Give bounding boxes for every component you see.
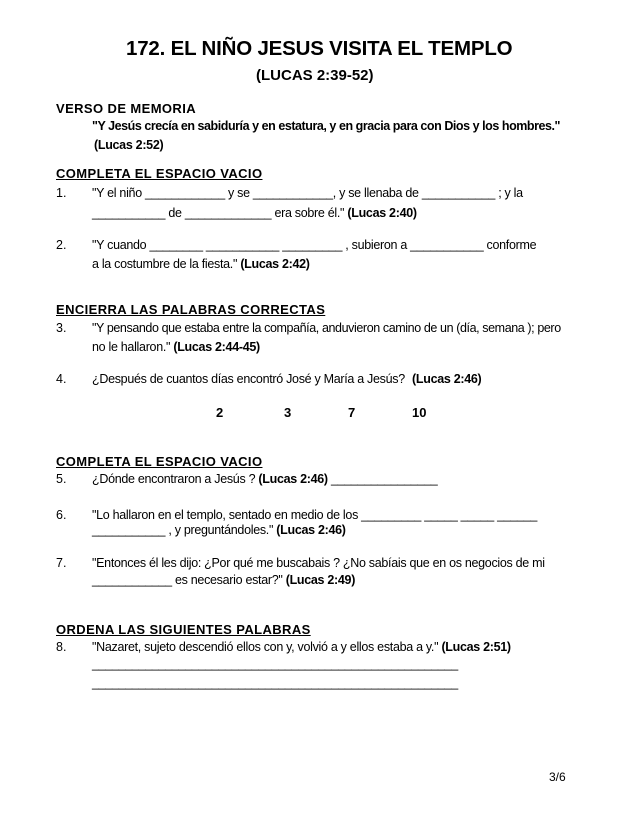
question-4-text: ¿Después de cuantos días encontró José y María a Jesús? bbox=[92, 372, 405, 386]
question-5-line bbox=[92, 472, 437, 486]
section-heading-complete-1: COMPLETA EL ESPACIO VACIO bbox=[56, 166, 263, 181]
question-5-reference: (Lucas 2:46) bbox=[258, 472, 328, 486]
answer-option-3[interactable]: 3 bbox=[284, 405, 292, 420]
answer-option-2[interactable]: 2 bbox=[216, 405, 224, 420]
answer-option-7[interactable]: 7 bbox=[348, 405, 356, 420]
question-1-line-1: "Y el niño ____________ y se ____________, y se llenaba de ___________ ; y la bbox=[92, 186, 523, 200]
question-6-reference: (Lucas 2:46) bbox=[276, 523, 346, 537]
question-3-line-2 bbox=[92, 340, 260, 354]
question-6-line-2-text: ___________ , y preguntándoles." bbox=[92, 523, 274, 537]
section-heading-complete-2: COMPLETA EL ESPACIO VACIO bbox=[56, 454, 263, 469]
question-8-line bbox=[92, 640, 511, 654]
question-8-text: "Nazaret, sujeto descendió ellos con y, volvió a y ellos estaba a y." bbox=[92, 640, 439, 654]
page-title: 172. EL NIÑO JESUS VISITA EL TEMPLO bbox=[126, 37, 513, 60]
question-7-line-2-text: ____________ es necesario estar?" bbox=[92, 573, 283, 587]
question-number: 1. bbox=[56, 186, 67, 200]
question-2-line-2 bbox=[92, 257, 310, 271]
question-3-line-1: "Y pensando que estaba entre la compañía, anduvieron camino de un (día, semana ); pero bbox=[92, 321, 561, 335]
question-7-line-2 bbox=[92, 573, 355, 587]
page-subtitle: (LUCAS 2:39-52) bbox=[256, 67, 374, 84]
question-number: 2. bbox=[56, 238, 67, 252]
question-3-reference: (Lucas 2:44-45) bbox=[173, 340, 260, 354]
memory-verse-reference: (Lucas 2:52) bbox=[94, 138, 164, 152]
question-number: 7. bbox=[56, 556, 67, 570]
question-number: 5. bbox=[56, 472, 67, 486]
question-number: 8. bbox=[56, 640, 67, 654]
answer-line-2[interactable]: _______________________________________________________ bbox=[92, 676, 458, 690]
answer-option-10[interactable]: 10 bbox=[412, 405, 427, 420]
section-heading-circle: ENCIERRA LAS PALABRAS CORRECTAS bbox=[56, 302, 326, 317]
question-3-line-2-text: no le hallaron." bbox=[92, 340, 171, 354]
question-7-reference: (Lucas 2:49) bbox=[285, 573, 356, 587]
question-1-reference: (Lucas 2:40) bbox=[347, 206, 417, 220]
question-5-blank[interactable]: ________________ bbox=[330, 472, 438, 486]
question-5-text: ¿Dónde encontraron a Jesús ? bbox=[92, 472, 256, 486]
page-number: 3/6 bbox=[549, 770, 566, 784]
question-4-line bbox=[92, 372, 481, 386]
section-heading-order: ORDENA LAS SIGUIENTES PALABRAS bbox=[56, 622, 311, 637]
question-number: 4. bbox=[56, 372, 67, 386]
memory-verse-text: "Y Jesús crecía en sabiduría y en estatura, y en gracia para con Dios y los hombres." bbox=[92, 119, 561, 133]
question-number: 6. bbox=[56, 508, 67, 522]
question-8-reference: (Lucas 2:51) bbox=[441, 640, 511, 654]
memory-verse-heading: VERSO DE MEMORIA bbox=[56, 101, 197, 116]
question-number: 3. bbox=[56, 321, 67, 335]
question-2-line-1: "Y cuando ________ ___________ _________ , subieron a ___________ conforme bbox=[92, 238, 537, 252]
question-6-line-1: "Lo hallaron en el templo, sentado en medio de los _________ _____ _____ ______ bbox=[92, 508, 538, 522]
question-4-reference: (Lucas 2:46) bbox=[412, 372, 482, 386]
question-1-line-2-text: ___________ de _____________ era sobre él." bbox=[92, 206, 345, 220]
question-6-line-2 bbox=[92, 523, 346, 537]
question-1-line-2 bbox=[92, 206, 417, 220]
question-2-line-2-text: a la costumbre de la fiesta." bbox=[92, 257, 238, 271]
question-2-reference: (Lucas 2:42) bbox=[240, 257, 310, 271]
question-7-line-1: "Entonces él les dijo: ¿Por qué me buscabais ? ¿No sabíais que en os negocios de mi bbox=[92, 556, 545, 570]
answer-line-1[interactable]: _______________________________________________________ bbox=[92, 657, 458, 671]
